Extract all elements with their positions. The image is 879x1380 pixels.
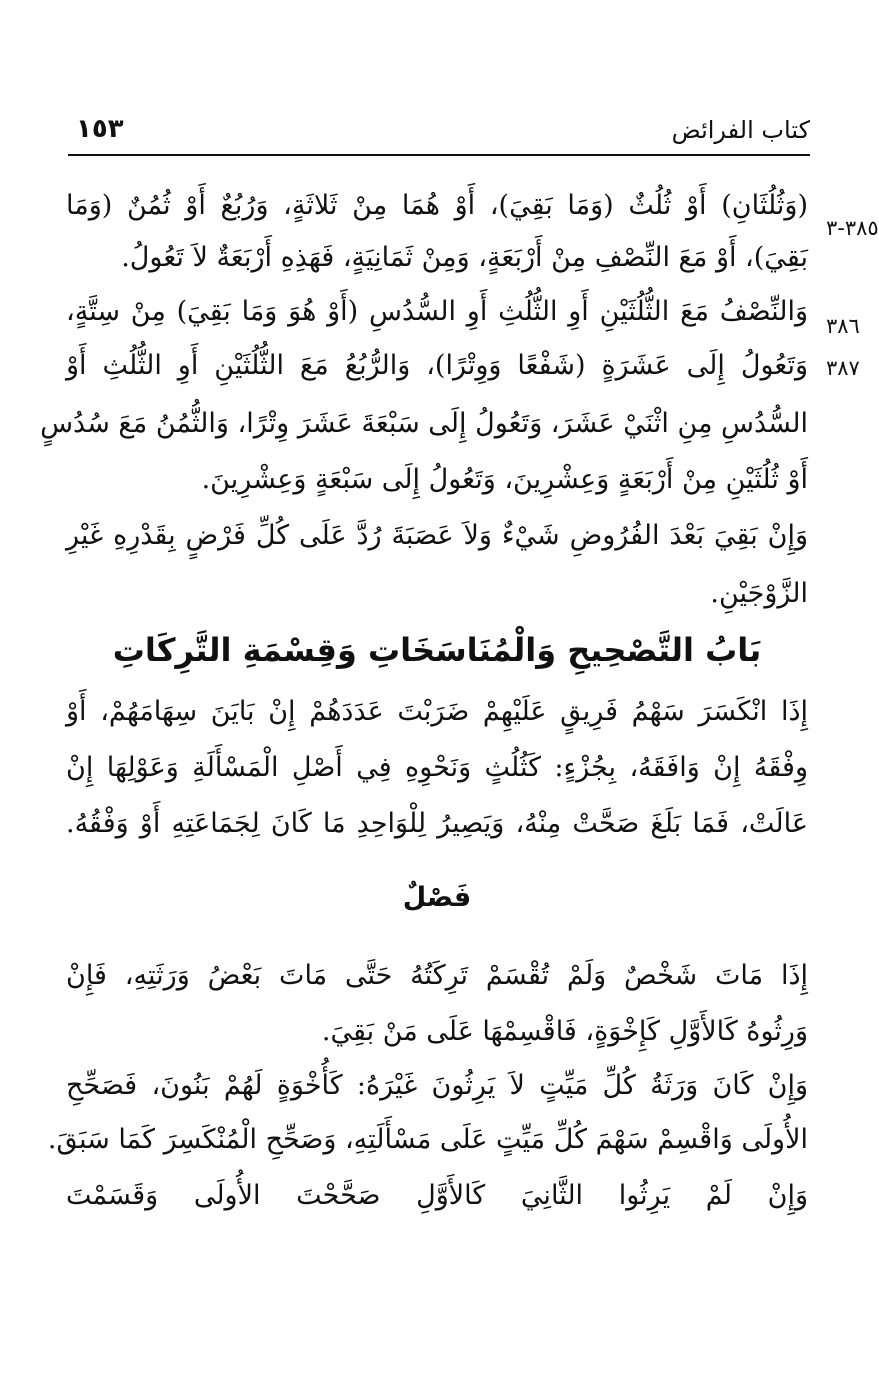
margin-number: ٣٨٦ xyxy=(826,314,860,338)
page-number: ١٥٣ xyxy=(76,114,124,144)
chapter-heading: بَابُ التَّصْحِيحِ وَالْمُنَاسَخَاتِ وَقِسْمَةِ التَّرِكَاتِ xyxy=(112,631,762,669)
text-line: إِذَا مَاتَ شَخْصٌ وَلَمْ تُقْسَمْ تَرِكَتُهُ حَتَّى مَاتَ بَعْضُ وَرَثَتِهِ، فَإِنْ xyxy=(66,960,808,991)
margin-number: ٣٨٧ xyxy=(826,356,860,380)
text-line: بَقِيَ)، أَوْ مَعَ النِّصْفِ مِنْ أَرْبَعَةٍ، وَمِنْ ثَمَانِيَةٍ، فَهَذِهِ أَرْبَعَةٌ لاَ تَعُولُ. xyxy=(121,242,808,273)
text-line: وَالنِّصْفُ مَعَ الثُّلُثَيْنِ أَوِ الثُّلُثِ أَوِ السُّدُسِ (أَوْ هُوَ وَمَا بَقِيَ) مِنْ سِتَّةٍ، xyxy=(66,296,808,327)
text-line: الأُولَى وَاقْسِمْ سَهْمَ كُلِّ مَيِّتٍ عَلَى مَسْأَلَتِهِ، وَصَحِّحِ الْمُنْكَسِرَ كَمَا سَبَقَ. xyxy=(47,1124,808,1155)
text-line: عَالَتْ، فَمَا بَلَغَ صَحَّتْ مِنْهُ، وَيَصِيرُ لِلْوَاحِدِ مَا كَانَ لِجَمَاعَتِهِ أَوْ وَفْقُهُ. xyxy=(66,808,808,839)
text-line: وَإِنْ كَانَ وَرَثَةُ كُلِّ مَيِّتٍ لاَ يَرِثُونَ غَيْرَهُ: كَأُخْوَةٍ لَهُمْ بَنُونَ، فَصَحِّحِ xyxy=(66,1070,808,1101)
text-line: وِفْقَهُ إِنْ وَافَقَهُ، بِجُزْءٍ: كَثُلُثٍ وَنَحْوِهِ فِي أَصْلِ الْمَسْأَلَةِ وَعَوْلِهَا إِنْ xyxy=(66,752,808,783)
text-line: إِذَا انْكَسَرَ سَهْمُ فَرِيقٍ عَلَيْهِمْ ضَرَبْتَ عَدَدَهُمْ إِنْ بَايَنَ سِهَامَهُمْ، أَوْ xyxy=(66,696,808,727)
margin-number: ٣٨٥-٣ xyxy=(826,216,879,240)
section-heading: فَصْلٌ xyxy=(402,882,472,913)
text-line: وَإِنْ بَقِيَ بَعْدَ الفُرُوضِ شَيْءٌ وَلاَ عَصَبَةَ رُدَّ عَلَى كُلِّ فَرْضٍ بِقَدْرِهِ غَيْرِ xyxy=(66,520,808,551)
text-line: وَرِثُوهُ كَالأَوَّلِ كَإِخْوَةٍ، فَاقْسِمْهَا عَلَى مَنْ بَقِيَ. xyxy=(321,1016,808,1047)
text-line: (وَثُلُثَانِ) أَوْ ثُلُثٌ (وَمَا بَقِيَ)، أَوْ هُمَا مِنْ ثَلاثَةٍ، وَرُبُعٌ أَوْ ثُمُنٌ (وَمَا xyxy=(66,190,808,221)
text-line: أَوْ ثُلُثَيْنِ مِنْ أَرْبَعَةٍ وَعِشْرِينَ، وَتَعُولُ إِلَى سَبْعَةٍ وَعِشْرِينَ. xyxy=(201,464,808,495)
running-header xyxy=(68,108,810,156)
text-line: السُّدُسِ مِنِ اثْنَيْ عَشَرَ، وَتَعُولُ إِلَى سَبْعَةَ عَشَرَ وِتْرًا، وَالثُّمُنُ مَعَ سُدُسٍ xyxy=(40,408,808,439)
book-title: كتاب الفرائض xyxy=(671,116,810,144)
text-line: وَتَعُولُ إِلَى عَشَرَةٍ (شَفْعًا وَوِتْرًا)، وَالرُّبُعُ مَعَ الثُّلُثَيْنِ أَوِ الثُّلُثِ أَوْ xyxy=(66,350,808,381)
text-line: وَإِنْ لَمْ يَرِثُوا الثَّانِيَ كَالأَوَّلِ صَحَّحْتَ الأُولَى وَقَسَمْتَ xyxy=(66,1180,808,1211)
text-line: الزَّوْجَيْنِ. xyxy=(710,578,808,609)
